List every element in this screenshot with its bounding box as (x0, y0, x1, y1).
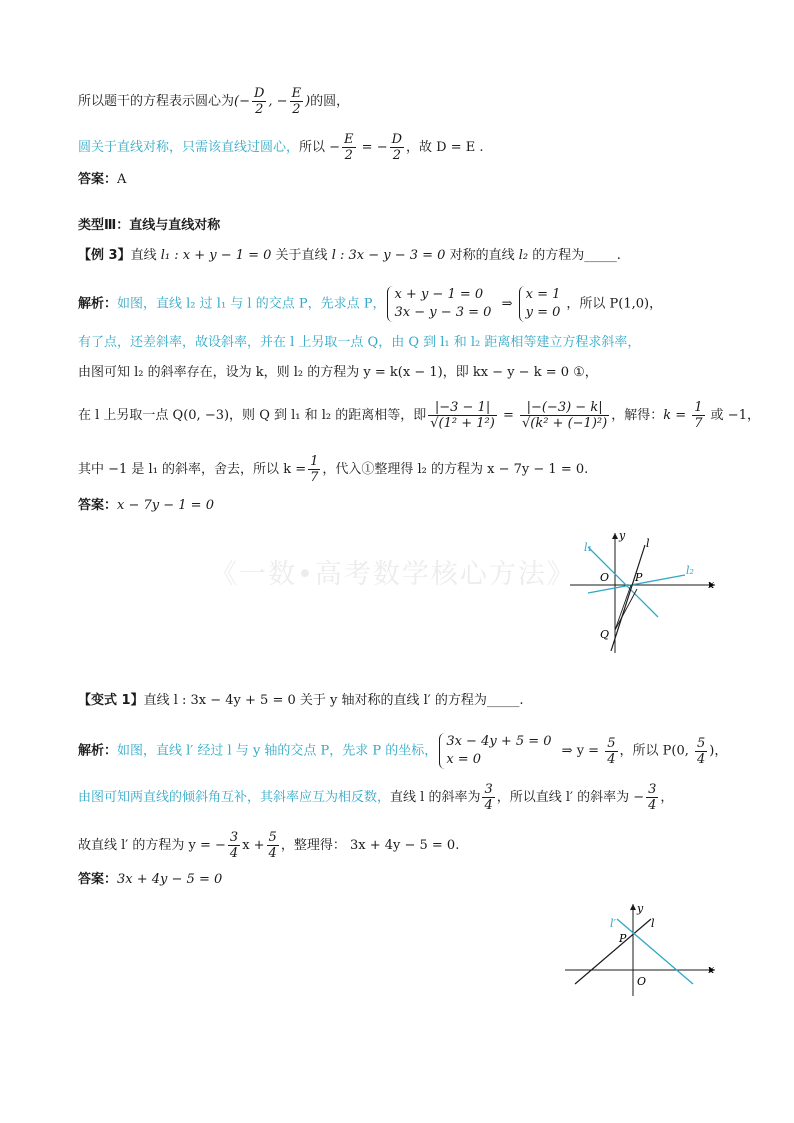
text: 所以 − (299, 140, 341, 155)
label-y: y (637, 902, 644, 915)
numerator: 1 (694, 400, 703, 415)
answer-var1 (78, 870, 222, 890)
hint-text: 如图，直线 l₂ 过 l₁ 与 l 的交点 P，先求点 P， (117, 296, 386, 312)
numerator: E (291, 86, 302, 101)
text: 的方程为_____. (528, 248, 621, 263)
segment-QP (615, 585, 631, 630)
equation: x + y − 1 = 0 (394, 287, 484, 302)
equation: y = 0 (525, 305, 561, 320)
fraction (342, 132, 356, 163)
line-l-prime (617, 919, 693, 984)
denominator: 7 (310, 470, 319, 485)
section-title: 类型Ⅲ：直线与直线对称 (78, 218, 221, 233)
example-3-question (78, 246, 621, 266)
text: 的圆， (310, 94, 350, 109)
denominator: √(k² + (−1)²) (521, 416, 608, 431)
numerator: 5 (697, 735, 706, 751)
fraction (267, 830, 279, 861)
fraction (482, 782, 494, 813)
text: 故直线 l′ 的方程为 y = − (78, 838, 226, 853)
y-axis-arrow (630, 904, 636, 910)
numerator: 1 (310, 454, 319, 469)
fraction (646, 782, 658, 813)
text: ，代入①整理得 l₂ 的方程为 x − 7y − 1 = 0. (322, 462, 589, 477)
text: ， (660, 790, 674, 805)
segment-Q-l2 (615, 589, 637, 630)
text: 直线 (130, 248, 161, 263)
question-text: 直线 l : 3x − 4y + 5 = 0 关于 y 轴对称的直线 l′ 的方程为_____. (143, 693, 524, 708)
text: ，解得： (611, 408, 664, 423)
numerator: D (391, 132, 403, 147)
denominator: 2 (292, 102, 301, 117)
numerator: 5 (607, 735, 616, 751)
figure-variation-1 (560, 898, 720, 1003)
fraction (390, 132, 404, 163)
answer-value: A (117, 172, 127, 187)
text: 对称的直线 (445, 248, 519, 263)
answer-ex3 (78, 496, 214, 516)
text: x + (242, 838, 265, 853)
text: 所以题干的方程表示圆心为 (78, 94, 235, 109)
text: 或 −1， (706, 408, 760, 423)
label-O: O (600, 571, 610, 584)
y-axis-arrow (612, 533, 618, 539)
text: = (498, 408, 518, 423)
equation-system (387, 286, 495, 322)
variation-1-solution-2 (78, 782, 673, 813)
numerator: |−(−3) − k| (520, 400, 609, 416)
text: )， (709, 743, 728, 759)
label-O: O (637, 975, 647, 988)
denominator: √(1² + 1²) (430, 416, 495, 431)
distance-fraction-2 (520, 400, 609, 431)
equation: l : 3x − y − 3 = 0 (331, 248, 446, 263)
answer-label: 答案： (78, 172, 118, 187)
example-3-solution-3: 由图可知 l₂ 的斜率存在，设为 k，则 l₂ 的方程为 y = k(x − 1)，即 kx − y − k = 0 ①， (78, 365, 598, 380)
numerator: D (253, 86, 265, 101)
figure-example-3 (560, 525, 720, 660)
hint-text: 由图可知两直线的倾斜角互补，其斜率应互为相反数， (78, 790, 391, 805)
label-l: l (651, 917, 655, 930)
text: 其中 −1 是 l₁ 的斜率，舍去，所以 k = (78, 462, 307, 477)
equation: l₂ (518, 248, 529, 263)
label-l: l (646, 537, 650, 550)
distance-fraction-1 (428, 400, 497, 431)
label-l-prime: l′ (610, 917, 617, 930)
label-l1: l₁ (584, 541, 592, 554)
denominator: 2 (344, 148, 353, 163)
equation-system (439, 733, 555, 769)
denominator: 2 (392, 148, 401, 163)
fraction (252, 86, 266, 117)
label-x: x (708, 578, 715, 591)
circle-center-line (78, 86, 349, 117)
fraction (692, 400, 704, 431)
text: ，故 D = E . (406, 140, 484, 155)
equation: 3x − 4y + 5 = 0 (446, 734, 552, 749)
text: k = (663, 408, 691, 423)
text: ，所以 P(1,0)， (566, 296, 663, 312)
symmetry-condition-line (78, 132, 484, 163)
answer-label: 答案： (78, 498, 118, 513)
text: 在 l 上另取一点 Q(0, −3)，则 Q 到 l₁ 和 l₂ 的距离相等，即 (78, 408, 427, 423)
text: ) (305, 94, 311, 109)
solution-label: 解析： (78, 296, 118, 312)
answer-label: 答案： (78, 872, 118, 887)
implies: ⇒ (497, 296, 517, 312)
watermark: 《一数•高考数学核心方法》 (210, 559, 576, 590)
denominator: 2 (255, 102, 264, 117)
example-3-solution-1 (78, 286, 662, 322)
answer-1 (78, 170, 126, 190)
fraction (308, 454, 320, 485)
numerator: 3 (229, 830, 239, 845)
variation-tag: 【变式 1】 (78, 693, 144, 708)
implies: ⇒ y = (557, 743, 604, 759)
fraction (695, 736, 707, 767)
answer-value: x − 7y − 1 = 0 (117, 498, 214, 513)
fraction (228, 830, 240, 861)
text: , − (268, 94, 288, 109)
text: ，所以直线 l′ 的斜率为 − (496, 790, 645, 805)
denominator: 7 (694, 416, 703, 431)
label-l2: l₂ (686, 564, 694, 577)
example-tag: 【例 3】 (78, 248, 131, 263)
label-Q: Q (600, 628, 610, 641)
numerator: E (344, 132, 354, 147)
text: = − (357, 140, 388, 155)
example-3-solution-2: 有了点，还差斜率，故设斜率，并在 l 上另取一点 Q，由 Q 到 l₁ 和 l₂ 距离相等建立方程求斜率， (78, 335, 641, 350)
equation: 3x − y − 3 = 0 (394, 305, 492, 320)
example-3-solution-4 (78, 400, 760, 431)
example-3-solution-5 (78, 454, 588, 485)
equation: x = 1 (525, 287, 561, 302)
denominator: 4 (607, 751, 616, 767)
denominator: 4 (697, 751, 706, 767)
label-P: P (619, 932, 627, 945)
variation-1-question (78, 691, 524, 711)
numerator: |−3 − 1| (428, 400, 497, 416)
denominator: 4 (648, 798, 657, 813)
solution-label: 解析： (78, 743, 118, 759)
numerator: 5 (268, 830, 277, 845)
fraction (605, 736, 617, 767)
variation-1-solution-3 (78, 830, 459, 861)
text: 关于直线 (271, 248, 332, 263)
text: 直线 l 的斜率为 (390, 790, 481, 805)
label-x: x (708, 963, 715, 976)
label-P: P (635, 571, 643, 584)
numerator: 3 (484, 782, 493, 797)
denominator: 4 (484, 798, 493, 813)
hint-text: 圆关于直线对称，只需该直线过圆心， (78, 140, 300, 155)
label-y: y (619, 529, 626, 542)
text: ，整理得： 3x + 4y − 5 = 0. (280, 838, 460, 853)
equation: l₁ : x + y − 1 = 0 (160, 248, 272, 263)
denominator: 4 (229, 846, 239, 861)
equation: x = 0 (446, 752, 482, 767)
denominator: 4 (268, 846, 277, 861)
fraction (290, 86, 304, 117)
variation-1-solution-1 (78, 733, 727, 769)
text: ，所以 P(0, (619, 743, 693, 759)
text: (− (234, 94, 250, 109)
answer-value: 3x + 4y − 5 = 0 (117, 872, 223, 887)
numerator: 3 (648, 782, 657, 797)
hint-text: 如图，直线 l′ 经过 l 与 y 轴的交点 P，先求 P 的坐标， (117, 743, 438, 759)
equation-system (519, 286, 565, 322)
